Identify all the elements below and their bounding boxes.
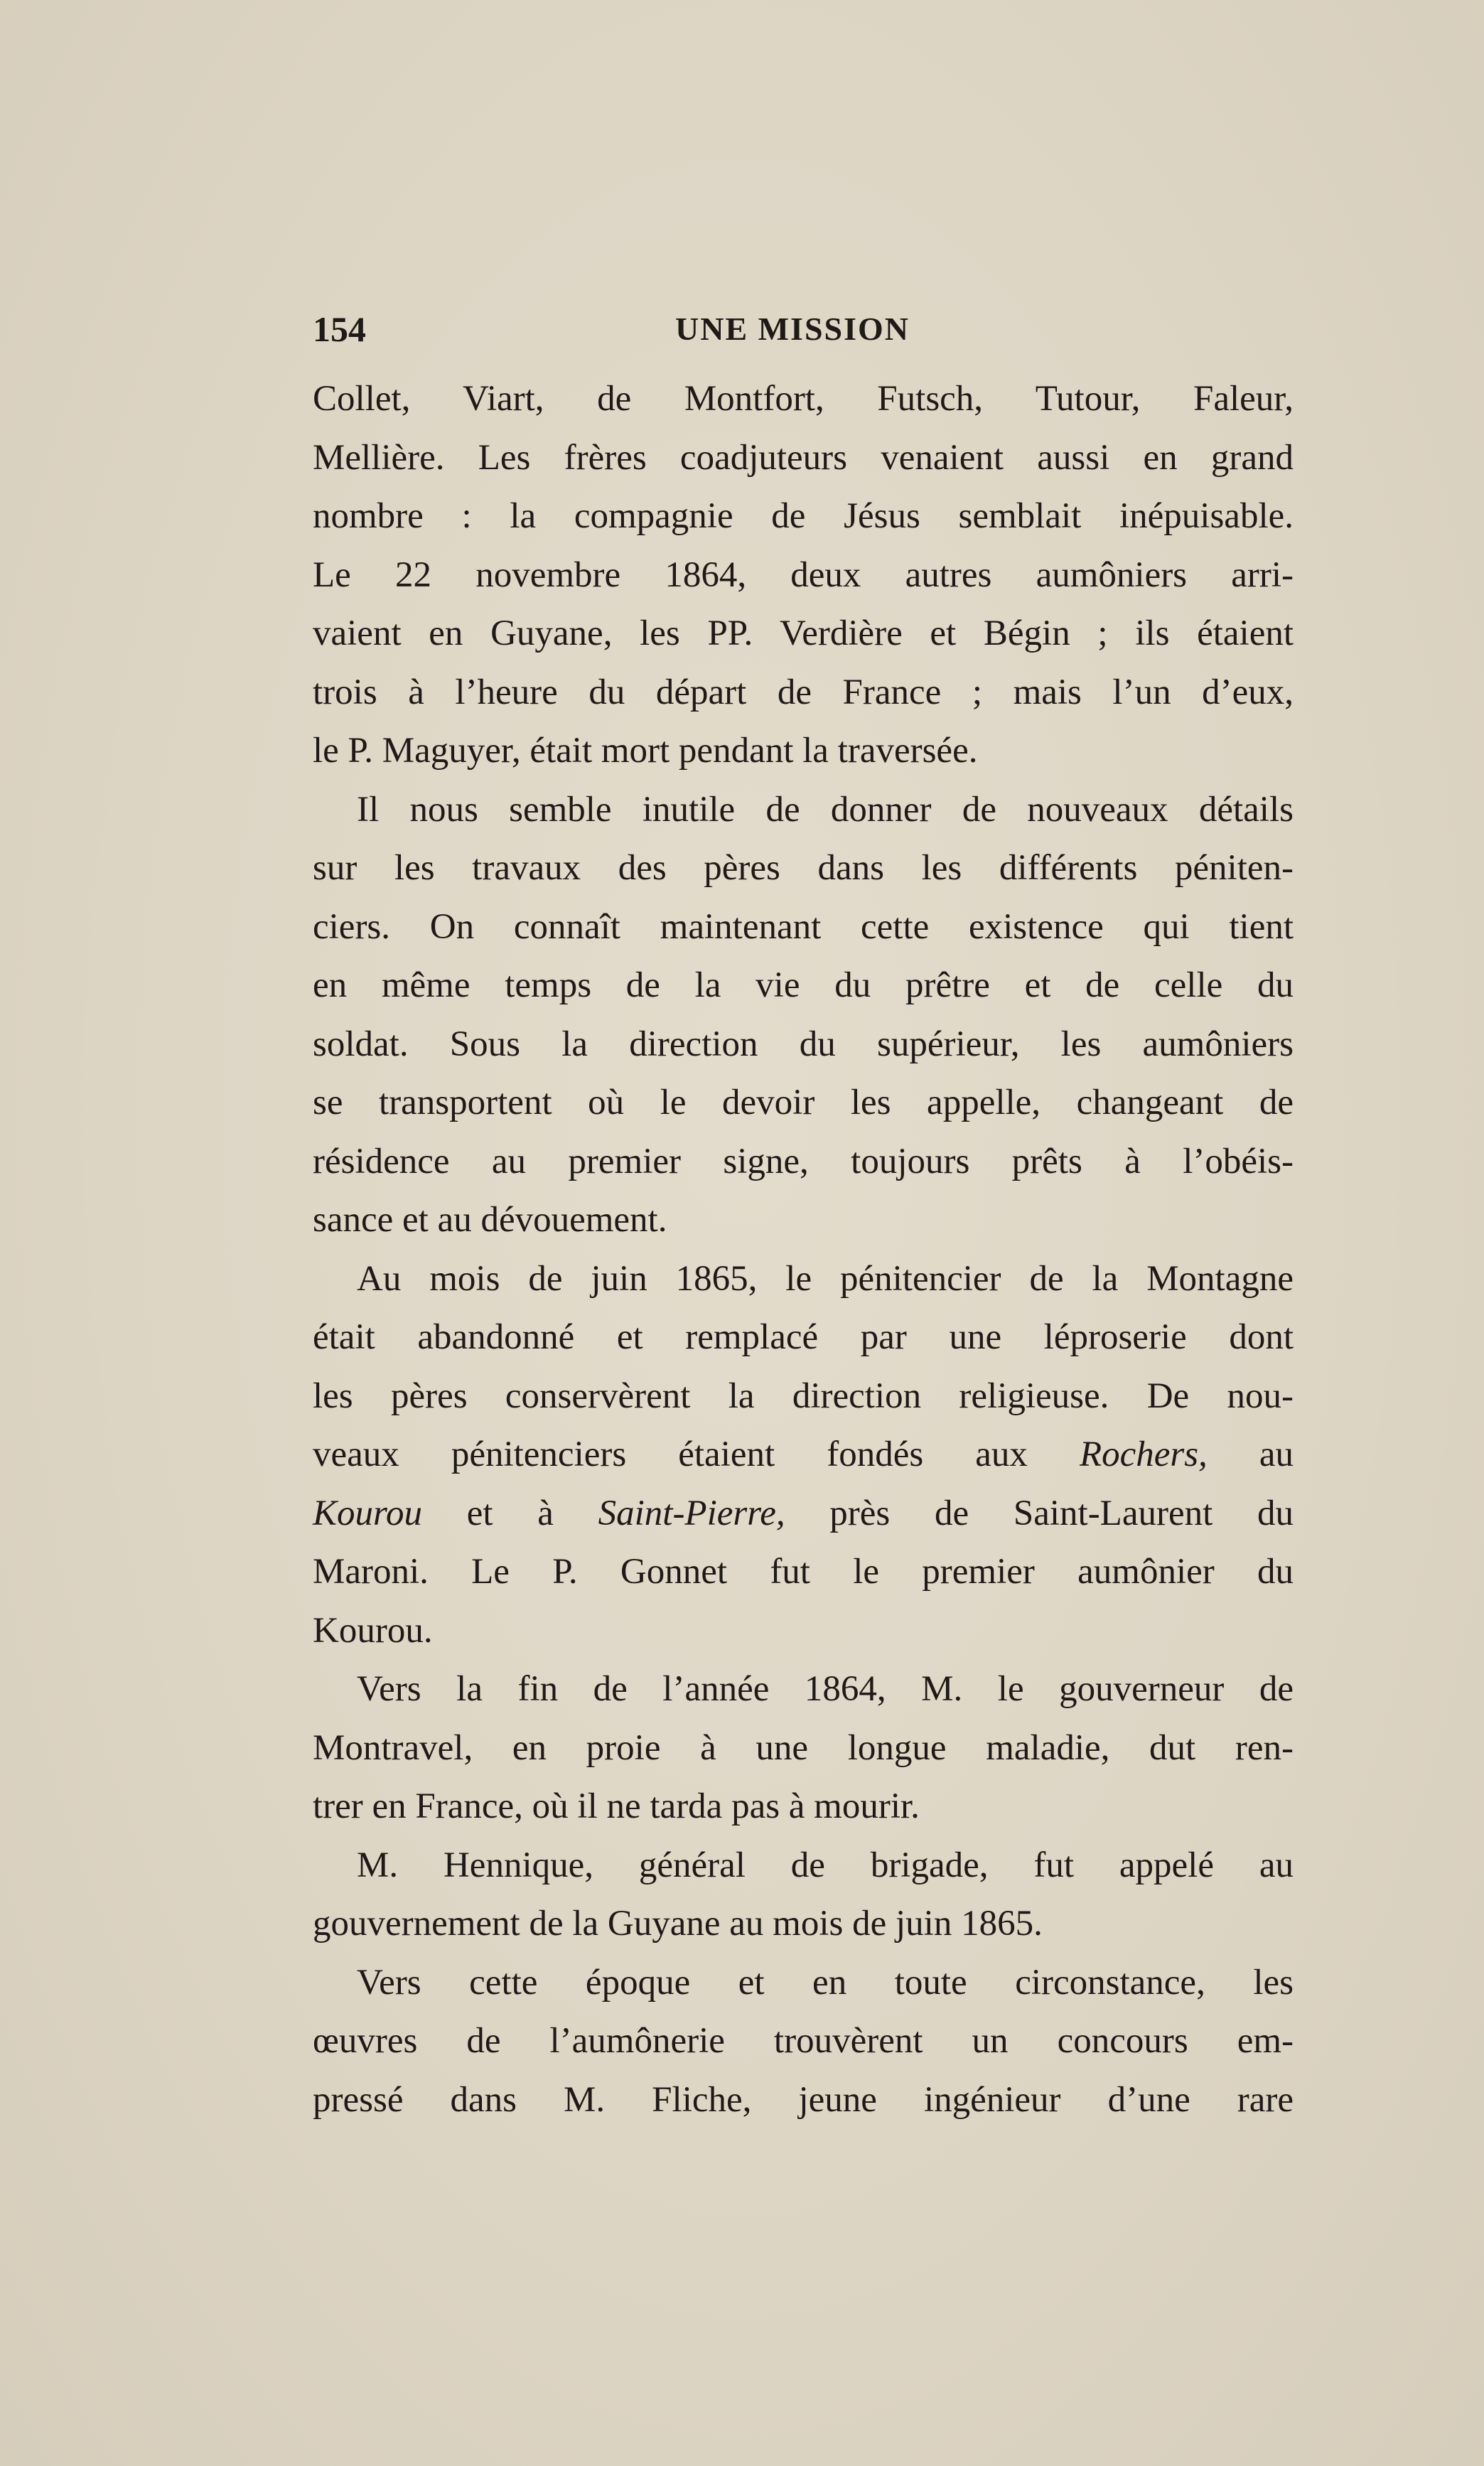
- text-run: au: [1207, 1435, 1294, 1474]
- text-line: soldat. Sous la direction du supérieur, les aumôniers: [313, 1024, 1294, 1064]
- body-text: [313, 370, 1294, 2129]
- text-line: pressé dans M. Fliche, jeune ingénieur d’une rare: [313, 2079, 1294, 2120]
- text-line: trois à l’heure du départ de France ; mais l’un d’eux,: [313, 672, 1294, 712]
- text-line: nombre : la compagnie de Jésus semblait inépuisable.: [313, 496, 1294, 536]
- page-header: [313, 304, 1294, 354]
- text-run: veaux pénitenciers étaient fondés aux: [313, 1435, 1080, 1474]
- text-run: et à: [421, 1493, 598, 1533]
- text-line: en même temps de la vie du prêtre et de celle du: [313, 965, 1294, 1005]
- text-line: Il nous semble inutile de donner de nouveaux détails: [357, 789, 1294, 830]
- place-name-italic: Saint-Pierre,: [598, 1493, 785, 1533]
- text-line: Le 22 novembre 1864, deux autres aumôniers arri-: [313, 554, 1294, 595]
- text-line: Mellière. Les frères coadjuteurs venaient aussi en grand: [313, 437, 1294, 478]
- place-name-italic: Rochers,: [1079, 1435, 1208, 1474]
- text-line: les pères conservèrent la direction religieuse. De nou-: [313, 1376, 1294, 1416]
- text-line-mixed: [313, 1484, 1294, 1543]
- text-line: vaient en Guyane, les PP. Verdière et Bégin ; ils étaient: [313, 613, 1294, 653]
- text-line: sance et au dévouement.: [313, 1200, 667, 1240]
- text-line: Collet, Viart, de Montfort, Futsch, Tutour, Faleur,: [313, 379, 1294, 419]
- text-line: sur les travaux des pères dans les différents péniten-: [313, 848, 1294, 888]
- text-line: Au mois de juin 1865, le pénitencier de la Montagne: [357, 1258, 1294, 1299]
- text-line-mixed: [313, 1425, 1294, 1484]
- text-run: près de Saint-Laurent du: [785, 1493, 1294, 1533]
- text-line: résidence au premier signe, toujours prêts à l’obéis-: [313, 1141, 1294, 1181]
- text-line: Kourou.: [313, 1610, 433, 1651]
- text-line: gouvernement de la Guyane au mois de juin 1865.: [313, 1904, 1043, 1944]
- text-line: Vers cette époque et en toute circonstance, les: [357, 1962, 1294, 2003]
- running-title: UNE MISSION: [675, 311, 910, 347]
- place-name-italic: Kourou: [313, 1493, 422, 1533]
- text-line: ciers. On connaît maintenant cette existence qui tient: [313, 906, 1294, 947]
- text-line: Maroni. Le P. Gonnet fut le premier aumônier du: [313, 1552, 1294, 1592]
- text-line: M. Hennique, général de brigade, fut appelé au: [357, 1845, 1294, 1885]
- text-line: trer en France, où il ne tarda pas à mourir.: [313, 1786, 920, 1826]
- text-line: était abandonné et remplacé par une léproserie dont: [313, 1317, 1294, 1357]
- text-line: Vers la fin de l’année 1864, M. le gouverneur de: [357, 1669, 1294, 1709]
- text-line: se transportent où le devoir les appelle, changeant de: [313, 1083, 1294, 1122]
- page-number: 154: [313, 309, 366, 349]
- text-line: Montravel, en proie à une longue maladie, dut ren-: [313, 1727, 1294, 1768]
- text-line: œuvres de l’aumônerie trouvèrent un concours em-: [313, 2021, 1294, 2061]
- text-line: le P. Maguyer, était mort pendant la traversée.: [313, 731, 978, 771]
